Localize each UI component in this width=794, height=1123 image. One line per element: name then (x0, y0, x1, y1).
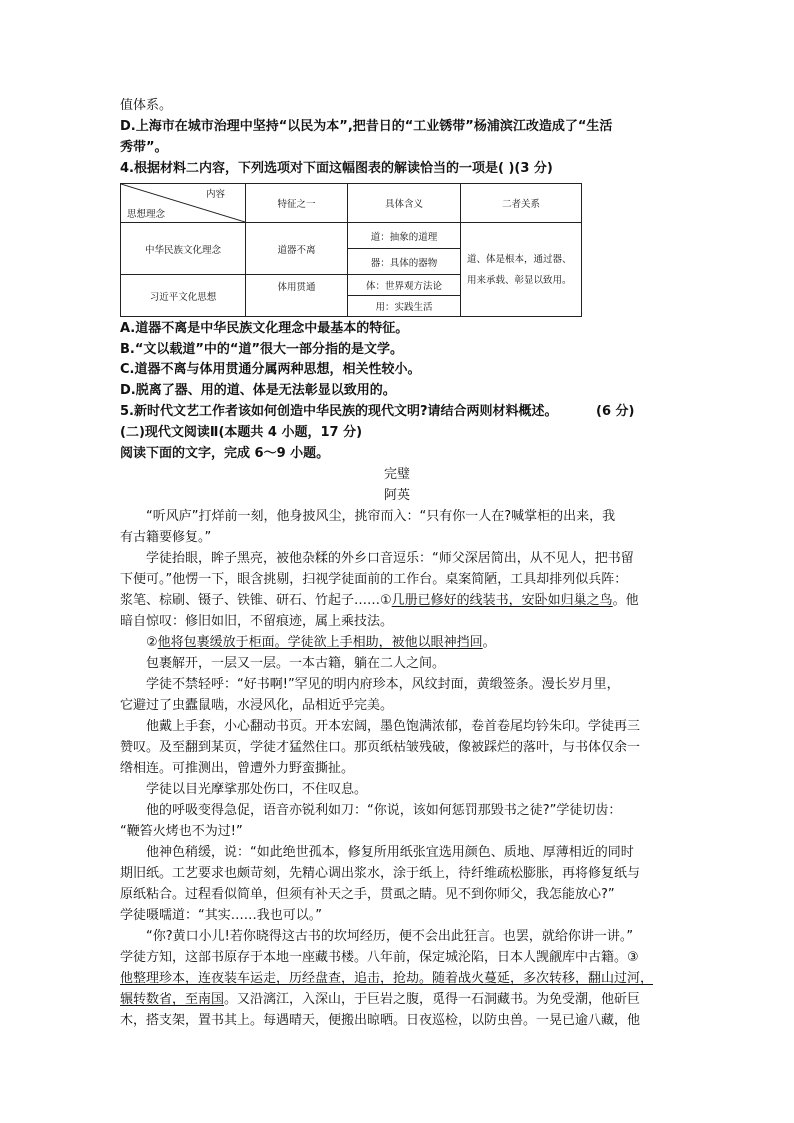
relation-cell: 道、体是根本，通过器、用来承载、彰显以致用。 (461, 223, 582, 317)
paragraph-line: “你?黄口小儿!若你晓得这古书的坎坷经历，便不会出此狂言。也罢，就给你讲一讲。” (146, 929, 634, 944)
col-header-relation: 二者关系 (461, 184, 582, 223)
option-a: A.道器不离是中华民族文化理念中最基本的特征。 (120, 321, 409, 336)
paragraph-line: 木，搭支架，置书其上。每遇晴天，便搬出晾晒。日夜巡检，以防虫兽。一晃已逾八藏，他 (120, 1013, 641, 1028)
comparison-table (120, 183, 582, 317)
option-b: B.“文以载道”中的“道”很大一部分指的是文学。 (120, 342, 404, 357)
paragraph-line: 学徒方知，这部书原存于本地一座藏书楼。八年前，保定城沦陷，日本人觊觎库中古籍。③ (120, 950, 639, 965)
story-title: 完璧 (383, 467, 410, 482)
paragraph-line (120, 969, 653, 989)
col-header-meaning: 具体含义 (348, 184, 461, 223)
underlined-sentence-1: 几册已修好的线装书，安卧如归巢之鸟 (391, 593, 613, 608)
paragraph-line: 暗自惊叹：修旧如旧，不留痕迹，属上乘技法。 (120, 614, 394, 629)
question-5-score: (6 分) (596, 404, 635, 419)
paragraph-line: “听风庐”打烊前一刻，他身披风尘，挑帘而入：“只有你一人在?喊掌柜的出来，我 (146, 509, 616, 524)
paragraph-line: 它避过了虫蠹鼠啮，水浸风化，品相近乎完美。 (120, 698, 394, 713)
col-header-feature: 特征之一 (246, 184, 348, 223)
paragraph-line: 绺相连。可推测出，曾遭外力野蛮撕扯。 (120, 761, 355, 776)
underlined-sentence-3: 他整理珍本，连夜装车运走，历经盘查，追击，抢劫。随着战火蔓延，多次转移，翻山过河， (120, 971, 654, 986)
option-d: D.脱离了器、用的道、体是无法彰显以致用的。 (120, 383, 396, 398)
paragraph-line: 浆笔、棕刷、镊子、铁锥、研石、竹起子……①几册已修好的线装书，安卧如归巢之鸟。他 (120, 593, 639, 608)
paragraph-line: 辗转数省，至南国。又沿漓江，入深山，于巨岩之腹，觅得一石洞藏书。为免受潮，他斫巨 (120, 992, 641, 1007)
row-label-xi-thought: 习近平文化思想 (121, 275, 246, 317)
paragraph-line: 学徒不禁轻呼：“好书啊!”罕见的明内府珍本，风纹封面，黄缎签条。漫长岁月里， (146, 677, 620, 692)
header-top-label: 内容 (205, 189, 225, 200)
header-bottom-label: 思想理念 (127, 209, 166, 220)
paragraph-line: 学徒以目光摩挲那处伤口，不住叹息。 (146, 782, 368, 797)
underlined-sentence-3-cont: 辗转数省，至南国 (120, 992, 225, 1007)
meaning-qi: 器：具体的器物 (348, 249, 461, 275)
paragraph-line: 包裹解开，一层又一层。一本古籍，躺在二人之间。 (146, 656, 446, 671)
paragraph-line: 下便可。”他愣一下，眼含挑剔，扫视学徒面前的工作台。桌案简陋，工具却排列似兵阵： (120, 572, 628, 587)
paragraph-line: ②他将包裹缓放于柜面。学徒欲上手相助，被他以眼神挡回。 (146, 635, 496, 650)
row-label-chinese-culture: 中华民族文化理念 (121, 223, 246, 275)
option-d-prev: D.上海市在城市治理中坚持“以民为本”,把昔日的“工业锈带”杨浦滨江改造成了“生活 (120, 119, 613, 134)
question-5: 5.新时代文艺工作者该如何创造中华民族的现代文明?请结合两则材料概述。 (120, 404, 558, 419)
row-feature-daoqi: 道器不离 (246, 223, 348, 275)
option-d-prev-cont: 秀带”。 (120, 140, 168, 155)
header-diagonal-cell (121, 184, 246, 223)
instruction: 阅读下面的文字，完成 6～9 小题。 (120, 446, 330, 461)
paragraph-line: 有古籍要修复。” (120, 530, 212, 545)
paragraph-line: “鞭笞火烤也不为过!” (120, 824, 243, 839)
section-heading: (二)现代文阅读Ⅱ(本题共 4 小题，17 分) (120, 425, 363, 440)
paragraph-line: 期旧纸。工艺要求也颇苛刻，先精心调出浆水，涂于纸上，待纤维疏松膨胀，再将修复纸与 (120, 866, 641, 881)
story-author: 阿英 (383, 488, 410, 503)
paragraph-line: 他神色稍缓，说：“如此绝世孤本，修复所用纸张宜选用颜色、质地、厚薄相近的同时 (146, 845, 634, 860)
meaning-dao: 道：抽象的道理 (348, 223, 461, 249)
paragraph-line: 学徒抬眼，眸子黑亮，被他杂糅的外乡口音逗乐：“师父深居简出，从不见人，把书留 (146, 551, 634, 566)
paragraph-line: 原纸粘合。过程看似简单，但须有补天之手，贯虱之睛。见不到你师父，我怎能放心?” (120, 887, 615, 902)
row-feature-tiyong: 体用贯通 (246, 275, 348, 317)
paragraph-line: 赞叹。及至翻到某页，学徒才猛然住口。那页纸枯皱残破，像被踩烂的落叶，与书体仅余一 (120, 740, 641, 755)
paragraph-line: 他的呼吸变得急促，语音亦锐利如刀：“你说，该如何惩罚那毁书之徒?”学徒切齿： (146, 803, 622, 818)
paragraph-line: 他戴上手套，小心翻动书页。开本宏阔，墨色饱满浓郁，卷首卷尾均钤朱印。学徒再三 (146, 719, 641, 734)
paragraph-line: 学徒嗫嚅道：“其实……我也可以。” (120, 908, 322, 923)
meaning-ti: 体：世界观方法论 (348, 275, 461, 296)
option-c: C.道器不离与体用贯通分属两种思想，相关性较小。 (120, 362, 421, 377)
underlined-sentence-2: 他将包裹缓放于柜面。学徒欲上手相助，被他以眼神挡回 (157, 635, 483, 650)
question-4: 4.根据材料二内容，下列选项对下面这幅图表的解读恰当的一项是( )(3 分) (120, 161, 553, 176)
meaning-yong: 用：实践生活 (348, 296, 461, 317)
text-line: 值体系。 (120, 98, 173, 113)
